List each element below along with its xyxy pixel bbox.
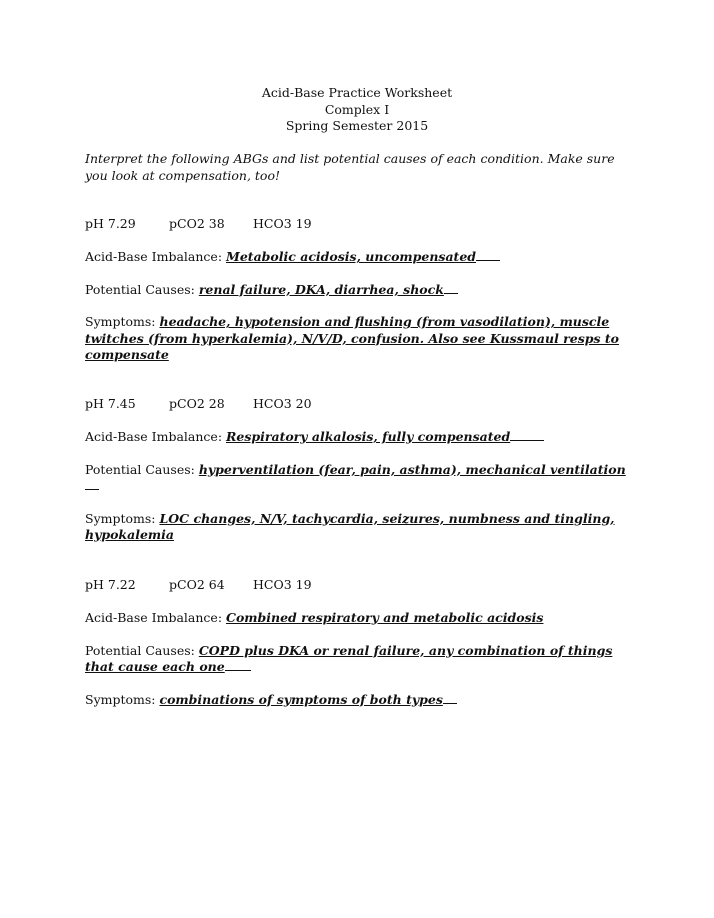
- symptoms-answer: LOC changes, N/V, tachycardia, seizures, numbness and tingling, hypokalemia: [85, 510, 615, 542]
- ph-value: pH 7.45: [85, 396, 136, 411]
- causes-label: Potential Causes:: [85, 461, 199, 477]
- symptoms-line: [85, 314, 630, 364]
- instructions-text: Interpret the following ABGs and list potential causes of each condition. Make sure you look at compensation, too!: [85, 151, 615, 183]
- hco3-value: HCO3 19: [253, 577, 312, 592]
- symptoms-label: Symptoms:: [85, 691, 160, 707]
- causes-label: Potential Causes:: [85, 642, 199, 658]
- answer-underline: [444, 282, 458, 294]
- symptoms-label: Symptoms:: [85, 314, 160, 329]
- imbalance-line: [85, 249, 630, 266]
- abg-case-2: [85, 396, 630, 544]
- hco3-value: HCO3 19: [253, 216, 312, 231]
- pco2-value: pCO2 64: [169, 577, 225, 592]
- causes-line: [85, 643, 630, 676]
- imbalance-label: Acid-Base Imbalance:: [85, 610, 227, 625]
- answer-underline: [476, 249, 500, 261]
- pco2-value: pCO2 28: [169, 396, 225, 411]
- answer-underline: [225, 659, 251, 671]
- causes-line: [85, 462, 630, 495]
- worksheet-header: [0, 85, 714, 135]
- symptoms-answer: headache, hypotension and flushing (from vasodilation), muscle twitches (from hyperkalemia), N/V/D, confusion. Also see Kussmaul resps to compensate: [85, 314, 619, 362]
- abg-values: [85, 216, 630, 233]
- abg-case-3: [85, 577, 630, 708]
- imbalance-answer: Respiratory alkalosis, fully compensated: [226, 429, 511, 444]
- symptoms-label: Symptoms:: [85, 510, 160, 526]
- imbalance-answer: Metabolic acidosis, uncompensated: [226, 249, 477, 264]
- worksheet-title: Acid-Base Practice Worksheet: [261, 85, 453, 100]
- causes-label: Potential Causes:: [85, 281, 199, 297]
- answer-underline: [510, 429, 544, 441]
- pco2-value: pCO2 38: [169, 216, 225, 231]
- causes-answer: hyperventilation (fear, pain, asthma), mechanical ventilation: [198, 461, 626, 477]
- imbalance-line: [85, 429, 630, 446]
- symptoms-line: [85, 511, 630, 544]
- term-label: Spring Semester 2015: [285, 118, 429, 133]
- abg-case-1: [85, 216, 630, 364]
- imbalance-answer: Combined respiratory and metabolic acidosis: [226, 610, 544, 625]
- answer-underline: [443, 692, 457, 704]
- hco3-value: HCO3 20: [253, 396, 312, 411]
- ph-value: pH 7.22: [85, 577, 136, 592]
- symptoms-line: [85, 692, 630, 709]
- causes-answer: renal failure, DKA, diarrhea, shock: [198, 281, 444, 297]
- imbalance-label: Acid-Base Imbalance:: [85, 429, 227, 444]
- course-name: Complex I: [324, 101, 390, 117]
- symptoms-answer: combinations of symptoms of both types: [159, 691, 443, 707]
- imbalance-label: Acid-Base Imbalance:: [85, 249, 227, 264]
- ph-value: pH 7.29: [85, 216, 136, 231]
- causes-answer: COPD plus DKA or renal failure, any combination of things that cause each one: [85, 642, 613, 674]
- imbalance-line: [85, 610, 630, 627]
- causes-line: [85, 282, 630, 299]
- abg-values: [85, 396, 630, 413]
- answer-underline: [85, 478, 99, 490]
- abg-values: [85, 577, 630, 594]
